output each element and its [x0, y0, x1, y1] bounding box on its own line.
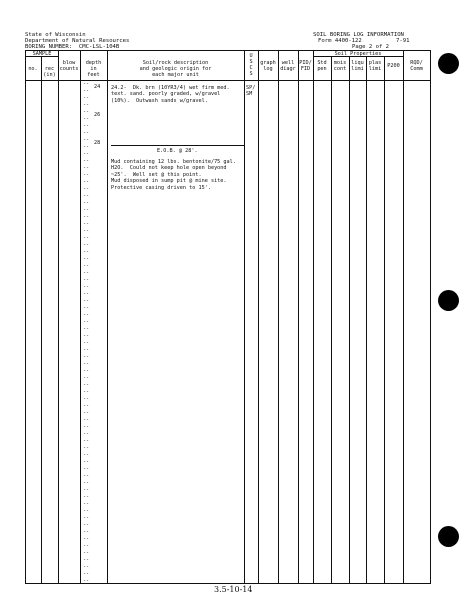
boring-number: BORING NUMBER: CMC-LSL-104B: [25, 44, 120, 50]
depth-tick: --: [83, 186, 90, 192]
depth-tick: --: [83, 445, 90, 451]
depth-tick: --: [83, 200, 90, 206]
depth-tick: --: [83, 242, 90, 248]
depth-tick: --: [83, 431, 90, 437]
depth-tick: --: [83, 249, 90, 255]
depth-label-26: 26: [94, 112, 101, 118]
col-moisture: mois cont: [333, 60, 347, 72]
depth-tick: --: [83, 480, 90, 486]
depth-tick: --: [83, 396, 90, 402]
depth-tick: --: [83, 424, 90, 430]
col-p200: P200: [387, 63, 400, 69]
punch-hole-middle: [438, 290, 459, 311]
depth-tick: --: [83, 81, 90, 87]
form-number: Form 4400-122: [318, 38, 362, 44]
depth-tick: --: [83, 95, 90, 101]
depth-tick: --: [83, 487, 90, 493]
page-number: Page 2 of 2: [352, 44, 390, 50]
agency-line-2: Department of Natural Resources: [25, 38, 130, 44]
depth-tick: --: [83, 158, 90, 164]
vline-graph-well: [278, 50, 279, 584]
depth-tick: --: [83, 536, 90, 542]
vline-pid-std: [313, 50, 314, 584]
col-pid-fid: PID/ FID: [299, 60, 312, 72]
depth-tick: --: [83, 494, 90, 500]
depth-tick: --: [83, 340, 90, 346]
depth-tick: --: [83, 354, 90, 360]
depth-tick: --: [83, 151, 90, 157]
depth-tick: --: [83, 417, 90, 423]
depth-tick: --: [83, 347, 90, 353]
depth-tick: --: [83, 550, 90, 556]
depth-tick: --: [83, 137, 90, 143]
vline-std-mois: [331, 56, 332, 584]
depth-label-28: 28: [94, 140, 101, 146]
depth-tick: --: [83, 130, 90, 136]
depth-tick: --: [83, 459, 90, 465]
punch-hole-top: [438, 53, 459, 74]
vline-desc-uscs: [244, 50, 245, 584]
depth-tick: --: [83, 172, 90, 178]
col-description: Soil/rock description and geologic origin for each major unit: [139, 60, 212, 78]
depth-tick: --: [83, 529, 90, 535]
vline-well-pid: [298, 50, 299, 584]
depth-tick: --: [83, 578, 90, 584]
vline-blow-depth: [80, 50, 81, 584]
col-blow-counts: blow counts: [59, 60, 79, 72]
soil-properties-header: Soil Properties: [334, 51, 382, 57]
depth-tick: --: [83, 214, 90, 220]
unit-description: 24.2- Dk. brn (10YR3/4) wet firm med. text. sand. poorly graded, w/gravel (10%). Outwash sands w/gravel.: [111, 85, 230, 104]
depth-tick: --: [83, 368, 90, 374]
vline-uscs-graph: [258, 50, 259, 584]
depth-tick: --: [83, 263, 90, 269]
vline-rec-blow: [58, 50, 59, 584]
depth-tick: --: [83, 179, 90, 185]
page-code: 3.5-10-14: [214, 585, 253, 594]
depth-tick: --: [83, 452, 90, 458]
depth-tick: --: [83, 284, 90, 290]
depth-tick: --: [83, 571, 90, 577]
eob-line: [111, 145, 244, 146]
vline-left: [25, 50, 26, 584]
depth-tick: --: [83, 333, 90, 339]
depth-tick: --: [83, 326, 90, 332]
depth-tick: --: [83, 382, 90, 388]
depth-label-24: 24: [94, 84, 101, 90]
col-rec: rec (in): [43, 66, 56, 78]
depth-tick: --: [83, 564, 90, 570]
vline-p200-rqd: [403, 50, 404, 584]
depth-tick: --: [83, 298, 90, 304]
vline-right: [430, 50, 431, 584]
depth-tick: --: [83, 235, 90, 241]
depth-tick: --: [83, 277, 90, 283]
depth-tick: --: [83, 319, 90, 325]
depth-tick: --: [83, 522, 90, 528]
depth-tick: --: [83, 403, 90, 409]
depth-tick: --: [83, 438, 90, 444]
depth-tick: --: [83, 109, 90, 115]
col-uscs: U S C S: [249, 53, 253, 77]
depth-tick: --: [83, 361, 90, 367]
depth-tick: --: [83, 207, 90, 213]
vline-plas-p200: [384, 56, 385, 584]
col-liquid-limit: liqu limi: [351, 60, 364, 72]
depth-tick: --: [83, 221, 90, 227]
depth-tick: --: [83, 508, 90, 514]
vline-no-rec: [41, 56, 42, 584]
depth-tick: --: [83, 312, 90, 318]
depth-tick: --: [83, 256, 90, 262]
col-std-pen: Std pen: [317, 60, 327, 72]
depth-tick: --: [83, 466, 90, 472]
col-rqd-comments: RQD/ Comm: [410, 60, 423, 72]
depth-tick: --: [83, 375, 90, 381]
depth-tick: --: [83, 410, 90, 416]
depth-tick: --: [83, 88, 90, 94]
drilling-notes: Mud containing 12 lbs. bentonite/75 gal. H2O. Could not keep hole open beyond ~25'. Well set @ this point. Mud disposed in sump pit @ mine site. Protective casing driven to 15'.: [111, 159, 236, 191]
col-well-diagram: well diagr: [280, 60, 296, 72]
depth-tick: --: [83, 291, 90, 297]
depth-tick: --: [83, 557, 90, 563]
col-depth: depth in feet: [85, 60, 102, 78]
col-no: no.: [28, 66, 38, 72]
agency-line-1: State of Wisconsin: [25, 32, 86, 38]
form-revision: 7-91: [396, 38, 410, 44]
depth-tick: --: [83, 165, 90, 171]
depth-tick: --: [83, 389, 90, 395]
depth-tick: --: [83, 102, 90, 108]
depth-tick: --: [83, 144, 90, 150]
depth-tick: --: [83, 116, 90, 122]
vline-mois-liqu: [349, 56, 350, 584]
sample-header: SAMPLE: [32, 51, 52, 57]
depth-tick: --: [83, 228, 90, 234]
depth-tick: --: [83, 270, 90, 276]
form-title: SOIL BORING LOG INFORMATION: [313, 32, 404, 38]
depth-tick: --: [83, 193, 90, 199]
depth-tick: --: [83, 123, 90, 129]
depth-tick: --: [83, 515, 90, 521]
depth-tick: --: [83, 305, 90, 311]
vline-liqu-plas: [366, 56, 367, 584]
depth-tick: --: [83, 501, 90, 507]
punch-hole-bottom: [438, 526, 459, 547]
col-graph-log: graph log: [260, 60, 276, 72]
col-plastic-limit: plas limi: [368, 60, 382, 72]
uscs-code: SP/ SM: [246, 85, 256, 98]
end-of-boring: E.O.B. @ 28'.: [157, 148, 198, 154]
depth-tick: --: [83, 473, 90, 479]
depth-tick: --: [83, 543, 90, 549]
vline-depth-desc: [107, 50, 108, 584]
